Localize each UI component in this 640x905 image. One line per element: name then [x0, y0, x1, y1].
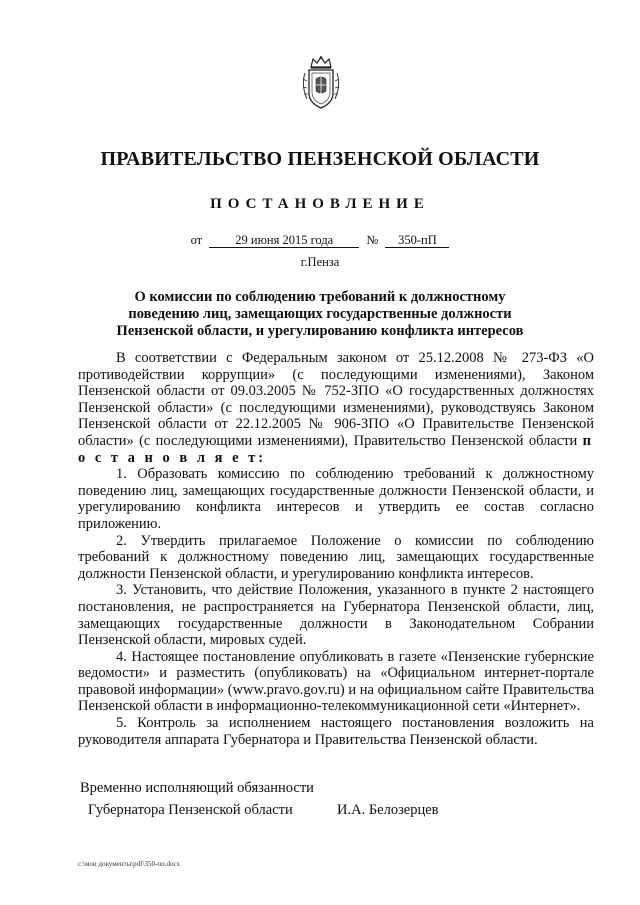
item-paragraph: 2. Утвердить прилагаемое Положение о комиссии по соблюдению требований к должностному поведению лиц, замещающих государственные должности Пензенской области, и урегулированию конфликта интересов.: [78, 532, 594, 582]
document-date: 29 июня 2015 года: [209, 233, 359, 248]
signature-position-line2: Губернатора Пензенской области: [88, 802, 293, 818]
preamble-text: В соответствии с Федеральным законом от 25.12.2008 № 273-ФЗ «О противодействии коррупции» (с последующими изменениями), Законом Пензенской области от 09.03.2005 № 752-ЗПО «О государственных должностях Пензенской области» (с последующими изменениями), руководствуясь Законом Пензенской области от 22.12.2005 № 906-ЗПО «О Правительстве Пензенской области» (с последующими изменениями), Правительство Пензенской области: [78, 350, 594, 449]
date-number-line: [0, 233, 640, 248]
item-paragraph: 3. Установить, что действие Положения, указанного в пункте 2 настоящего постановления, не распространяется на Губернатора Пензенской области, лиц, замещающих государственные должности в Законодательном Собрании Пензенской области, мировых судей.: [78, 582, 594, 649]
signatory-name: И.А. Белозерцев: [337, 802, 439, 818]
preamble-paragraph: [78, 350, 594, 466]
document-type: ПОСТАНОВЛЕНИЕ: [210, 196, 430, 212]
item-paragraph: 1. Образовать комиссию по соблюдению требований к должностному поведению лиц, замещающих государственные должности Пензенской области, и урегулированию конфликта интересов и утвердить ее состав согласно приложению.: [78, 466, 594, 532]
date-prefix: от: [190, 233, 203, 247]
coat-of-arms-icon: [299, 55, 343, 111]
item-paragraph: 4. Настоящее постановление опубликовать в газете «Пензенские губернские ведомости» и разместить (опубликовать) на «Официальном интернет-портале правовой информации» (www.pravo.gov.ru) и на официальном сайте Правительства Пензенской области в информационно-телекоммуникационной сети «Интернет».: [78, 648, 594, 715]
document-number: 350-пП: [385, 233, 449, 248]
file-path: c:\мои документы\pdf\350-пп.docx: [78, 860, 181, 868]
city: г.Пенза: [300, 255, 340, 269]
resolves-word: п о с т а н о в л я е т:: [78, 432, 594, 466]
government-title: ПРАВИТЕЛЬСТВО ПЕНЗЕНСКОЙ ОБЛАСТИ: [100, 148, 540, 170]
signature-position-line1: Временно исполняющий обязанности: [80, 780, 314, 796]
item-paragraph: 5. Контроль за исполнением настоящего постановления возложить на руководителя аппарата Губернатора и Правительства Пензенской области.: [78, 715, 594, 748]
number-prefix: №: [366, 233, 379, 247]
document-subject: О комиссии по соблюдению требований к должностному поведению лиц, замещающих государственные должности Пензенской области, и урегулированию конфликта интересов: [116, 289, 524, 339]
document-body: [78, 350, 594, 748]
